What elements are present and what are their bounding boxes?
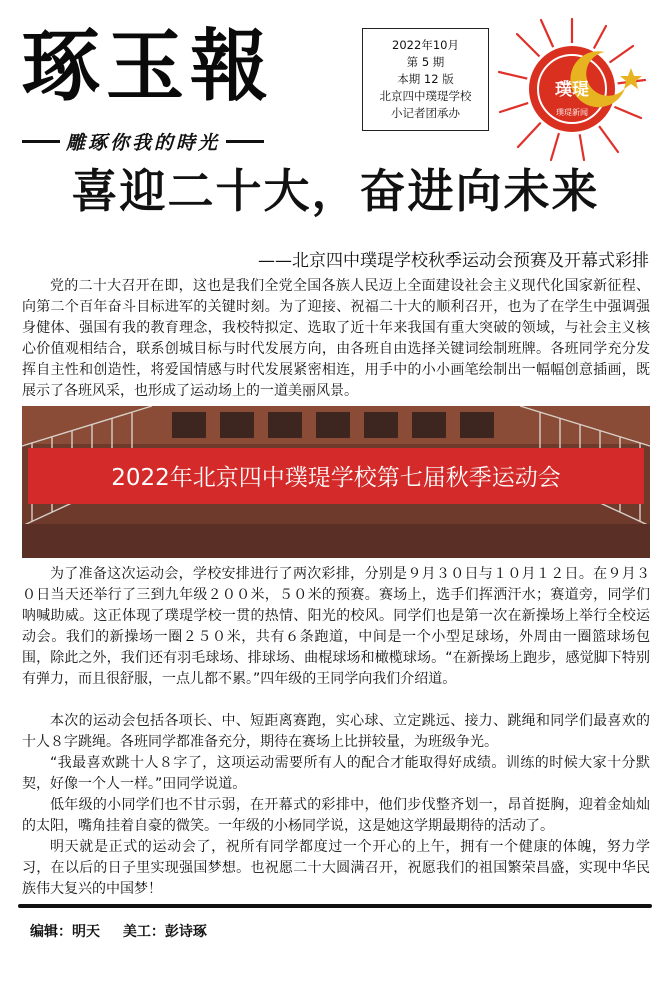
subtitle: ——北京四中璞瑅学校秋季运动会预赛及开幕式彩排	[258, 251, 649, 271]
paragraph-1: 党的二十大召开在即，这也是我们全党全国各族人民迈上全面建设社会主义现代化国家新征程、向第二个百年奋斗目标进军的关键时刻。为了迎接、祝福二十大的顺利召开，也为了在学生中强调强身健体、强国有我的教育理念，我校特拟定、选取了近十年来我国有重大突破的领域，与社会主义核心价值观相结合，联系创城目标与时代发展方向，由各班自由选择关键词绘制班牌。各班同学充分发挥自主性和创造性，将爱国情感与时代发展紧密相连，用手中的小小画笔绘制出一幅幅创意插画，既展示了各班风采，也形成了运动场上的一道美丽风景。	[22, 278, 650, 399]
issue-number: 第 5 期	[406, 55, 445, 69]
paragraph-2: 为了准备这次运动会，学校安排进行了两次彩排，分别是９月３０日与１０月１２日。在９月３０日当天还举行了三到九年级２００米，５０米的预赛。赛场上，选手们挥洒汗水；赛道旁，同学们呐喊助威。这正体现了璞瑅学校一贯的热情、阳光的校风。同学们也是第一次在新操场上举行全校运动会。我们的新操场一圈２５０米，共有６条跑道，中间是一个小型足球场，外周由一圈篮球场包围，除此之外，我们还有羽毛球场、排球场、曲棍球场和橄榄球场。“在新操场上跑步，感觉脚下特别有弹力，而且很舒服，一点儿都不累。”四年级的王同学向我们介绍道。	[22, 566, 650, 687]
issue-publisher: 小记者团承办	[391, 106, 460, 120]
credits	[30, 921, 225, 941]
headline: 喜迎二十大，奋进向未来	[71, 164, 600, 218]
motto-text: 雕琢你我的時光	[66, 131, 221, 154]
school-news-logo	[493, 14, 651, 164]
paragraph-6: 明天就是正式的运动会了，祝所有同学都度过一个开心的上午，拥有一个健康的体魄，努力学习，在以后的日子里实现强国梦想。也祝愿二十大圆满召开，祝愿我们的祖国繁荣昌盛，实现中华民族伟大复兴的中国梦！	[22, 839, 650, 897]
issue-info-box	[362, 28, 489, 131]
motto-left-bar	[22, 140, 60, 143]
motto-row	[22, 128, 322, 154]
logo-top-text: 璞瑅	[555, 80, 589, 100]
star-icon	[620, 68, 642, 89]
masthead-title: 琢玉報	[22, 21, 275, 112]
building-windows	[172, 412, 494, 438]
sports-meet-photo	[22, 406, 650, 558]
logo-bottom-text: 璞瑅新闻	[556, 108, 588, 117]
banner-text: 2022年北京四中璞瑅学校第七届秋季运动会	[111, 465, 561, 491]
issue-school: 北京四中璞瑅学校	[379, 89, 472, 103]
designer-credit: 美工：彭诗琢	[122, 924, 207, 940]
editor-credit: 编辑：明天	[30, 924, 100, 940]
paragraph-4: “我最喜欢跳十人８字了，这项运动需要所有人的配合才能取得好成绩。训练的时候大家十分默契，好像一个人一样。”田同学说道。	[22, 755, 650, 792]
issue-pages: 本期 12 版	[397, 72, 454, 86]
issue-date: 2022年10月	[392, 38, 459, 52]
footer-rule	[18, 904, 652, 908]
paragraph-3: 本次的运动会包括各项长、中、短距离赛跑，实心球、立定跳远、接力、跳绳和同学们最喜欢的十人８字跳绳。各班同学都准备充分，期待在赛场上比拼较量，为班级争光。	[22, 713, 650, 750]
motto-right-bar	[226, 140, 264, 143]
paragraph-5: 低年级的小同学们也不甘示弱，在开幕式的彩排中，他们步伐整齐划一，昂首挺胸，迎着金灿灿的太阳，嘴角挂着自豪的微笑。一年级的小杨同学说，这是她这学期最期待的活动了。	[22, 797, 650, 834]
